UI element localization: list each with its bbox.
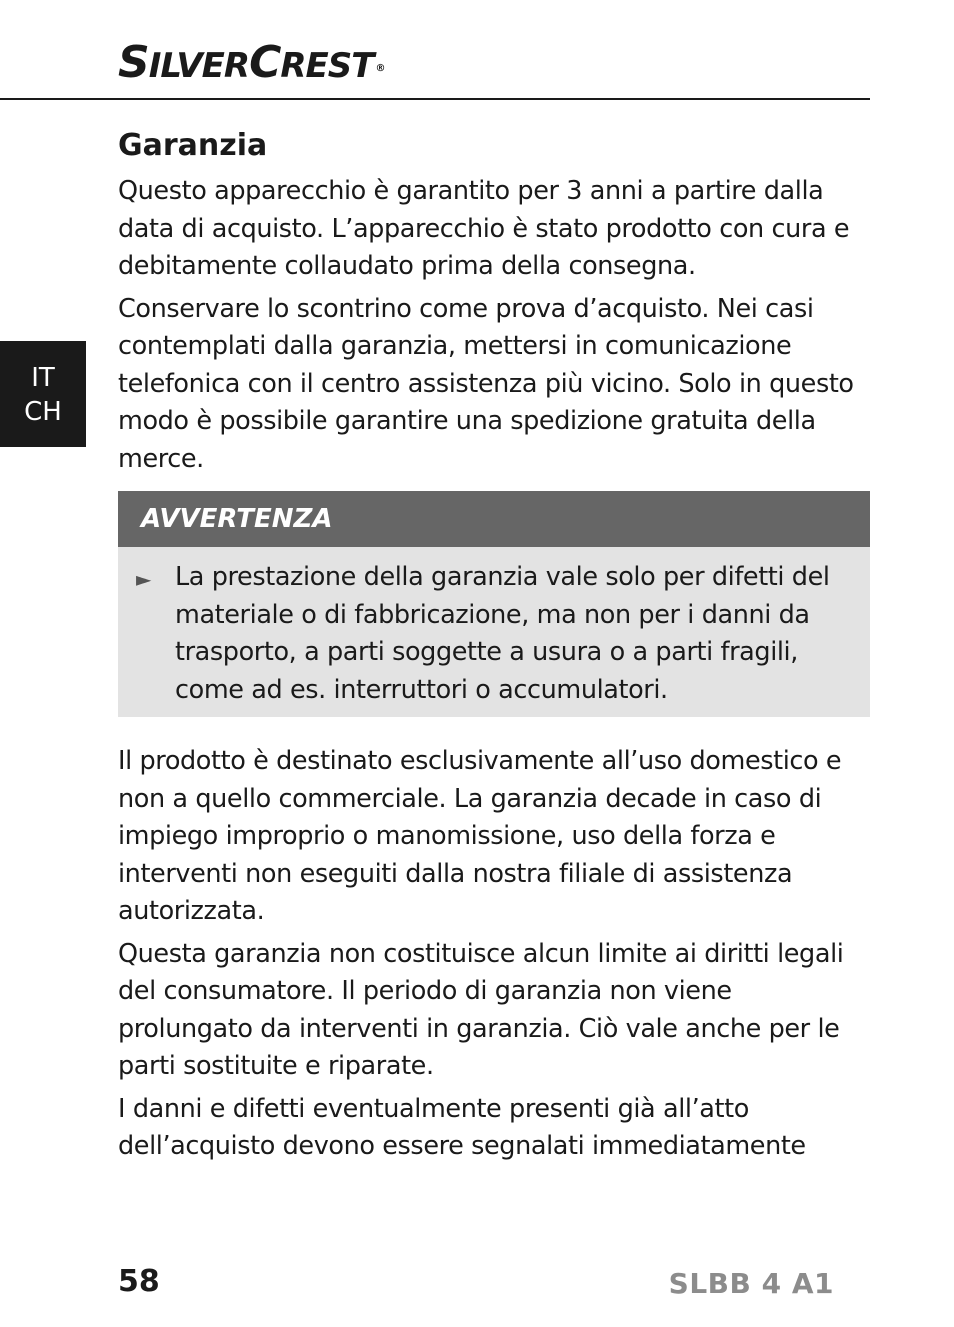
- section-title: Garanzia: [118, 128, 268, 163]
- triangle-right-icon: ►: [136, 567, 152, 591]
- registered-mark: ®: [375, 63, 385, 74]
- paragraph-domestic-use: Il prodotto è destinato esclusivamente all’uso domestico e non a quello commerciale. La garanzia decade in caso di impiego improprio o manomissione, uso della forza e interventi non eseguiti dalla nostra filiale di assistenza autorizzata.: [118, 746, 842, 926]
- language-code-it: IT: [31, 363, 55, 393]
- logo-letter-s: S: [118, 37, 149, 88]
- warning-box: [118, 491, 870, 717]
- warning-text: La prestazione della garanzia vale solo per difetti del materiale o di fabbricazione, ma non per i danni da trasporto, a parti soggette a usura o a parti fragili, come ad es. interruttori o accumulatori.: [175, 562, 830, 705]
- logo-text-ilver: ILVER: [148, 46, 250, 86]
- paragraph-defects: I danni e difetti eventualmente presenti già all’atto dell’acquisto devono essere segnalati immediatamente: [118, 1093, 806, 1161]
- page-number: 58: [118, 1264, 160, 1299]
- page-content: [118, 125, 870, 1171]
- logo-letter-c: C: [249, 37, 281, 88]
- language-code-ch: CH: [24, 397, 62, 427]
- paragraph-warranty-period: Questo apparecchio è garantito per 3 anni a partire dalla data di acquisto. L’apparecchio è stato prodotto con cura e debitamente collaudato prima della consegna.: [118, 176, 850, 281]
- model-number: SLBB 4 A1: [668, 1267, 834, 1300]
- warning-body: [118, 547, 870, 717]
- paragraph-receipt: Conservare lo scontrino come prova d’acquisto. Nei casi contemplati dalla garanzia, mettersi in comunicazione telefonica con il centro assistenza più vicino. Solo in questo modo è possibile garantire una spedizione gratuita della merce.: [118, 293, 854, 474]
- header-rule: [0, 98, 870, 100]
- paragraph-legal-rights: Questa garanzia non costituisce alcun limite ai diritti legali del consumatore. Il periodo di garanzia non viene prolungato da interventi in garanzia. Ciò vale anche per le parti sostituite e riparate.: [118, 938, 844, 1081]
- logo-text-rest: REST: [280, 46, 374, 86]
- brand-logo: [118, 38, 384, 91]
- language-tab: [0, 341, 86, 447]
- warning-title: AVVERTENZA: [118, 491, 870, 547]
